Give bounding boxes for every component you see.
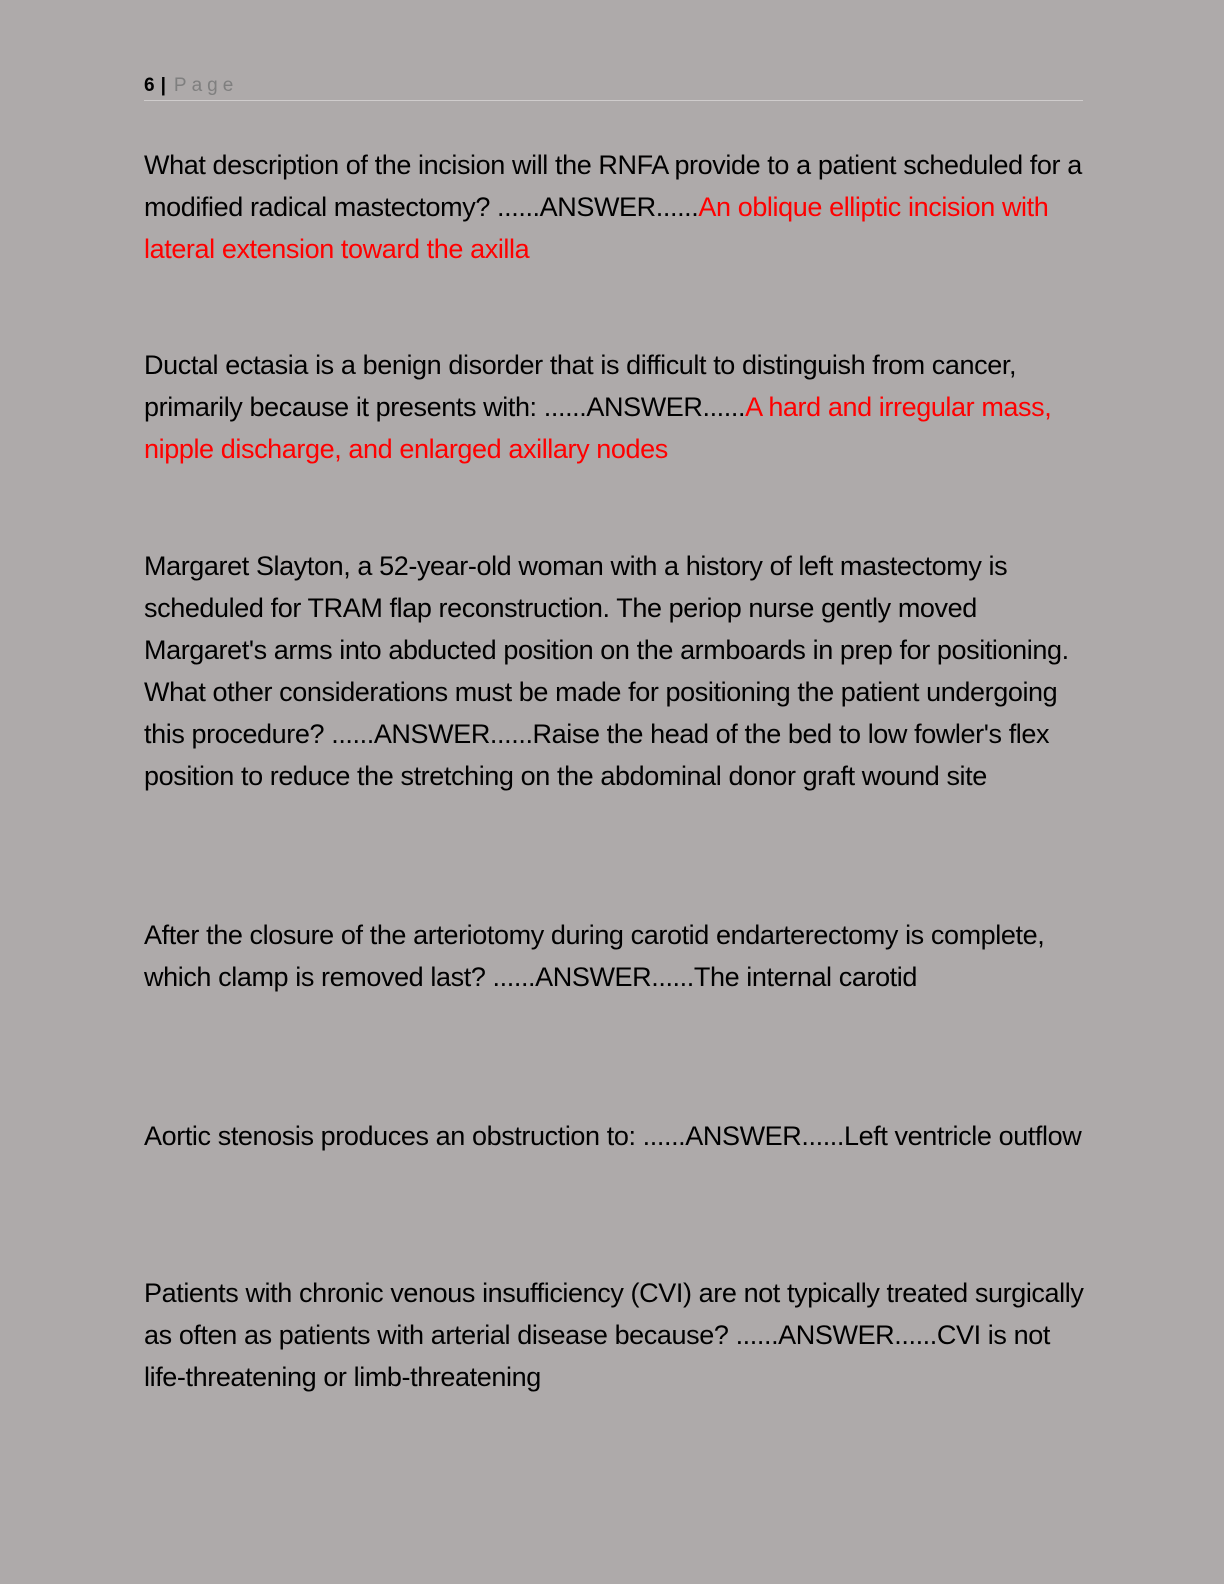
question-text: Aortic stenosis produces an obstruction to: ......ANSWER...... [144,1121,844,1151]
header-separator: | [160,75,166,96]
question-text: Margaret Slayton, a 52-year-old woman with a history of left mastectomy is scheduled for TRAM flap reconstruction. The periop nurse gently moved Margaret's arms into abducted position on the armboards in prep for positioning. What other considerations must be made for positioning the patient undergoing this procedure? ......ANSWER...... [144,551,1069,749]
answer-text: CVI is not life-threatening or limb-threatening [144,1320,1050,1392]
qa-item [144,1272,1084,1398]
answer-text: An oblique elliptic incision with lateral extension toward the axilla [144,192,1049,264]
answer-text: A hard and irregular mass, nipple discharge, and enlarged axillary nodes [144,392,1052,464]
qa-item [144,144,1084,270]
qa-item [144,344,1084,470]
question-text: Patients with chronic venous insufficiency (CVI) are not typically treated surgically as often as patients with arterial disease because? ......ANSWER...... [144,1278,1084,1350]
qa-item [144,545,1084,797]
qa-item [144,1115,1084,1157]
question-text: Ductal ectasia is a benign disorder that is difficult to distinguish from cancer, primarily because it presents with: ......ANSWER...... [144,350,1017,422]
question-text: After the closure of the arteriotomy during carotid endarterectomy is complete, which clamp is removed last? ......ANSWER...... [144,920,1045,992]
page-number: 6 [144,75,155,96]
answer-text: Left ventricle outflow [844,1121,1082,1151]
answer-text: Raise the head of the bed to low fowler's flex position to reduce the stretching on the abdominal donor graft wound site [144,719,1050,791]
question-text: What description of the incision will the RNFA provide to a patient scheduled for a modified radical mastectomy? ......ANSWER...... [144,150,1082,222]
page-label: Page [173,75,239,96]
answer-text: The internal carotid [693,962,917,992]
page-header [144,72,1083,101]
qa-item [144,914,1084,998]
